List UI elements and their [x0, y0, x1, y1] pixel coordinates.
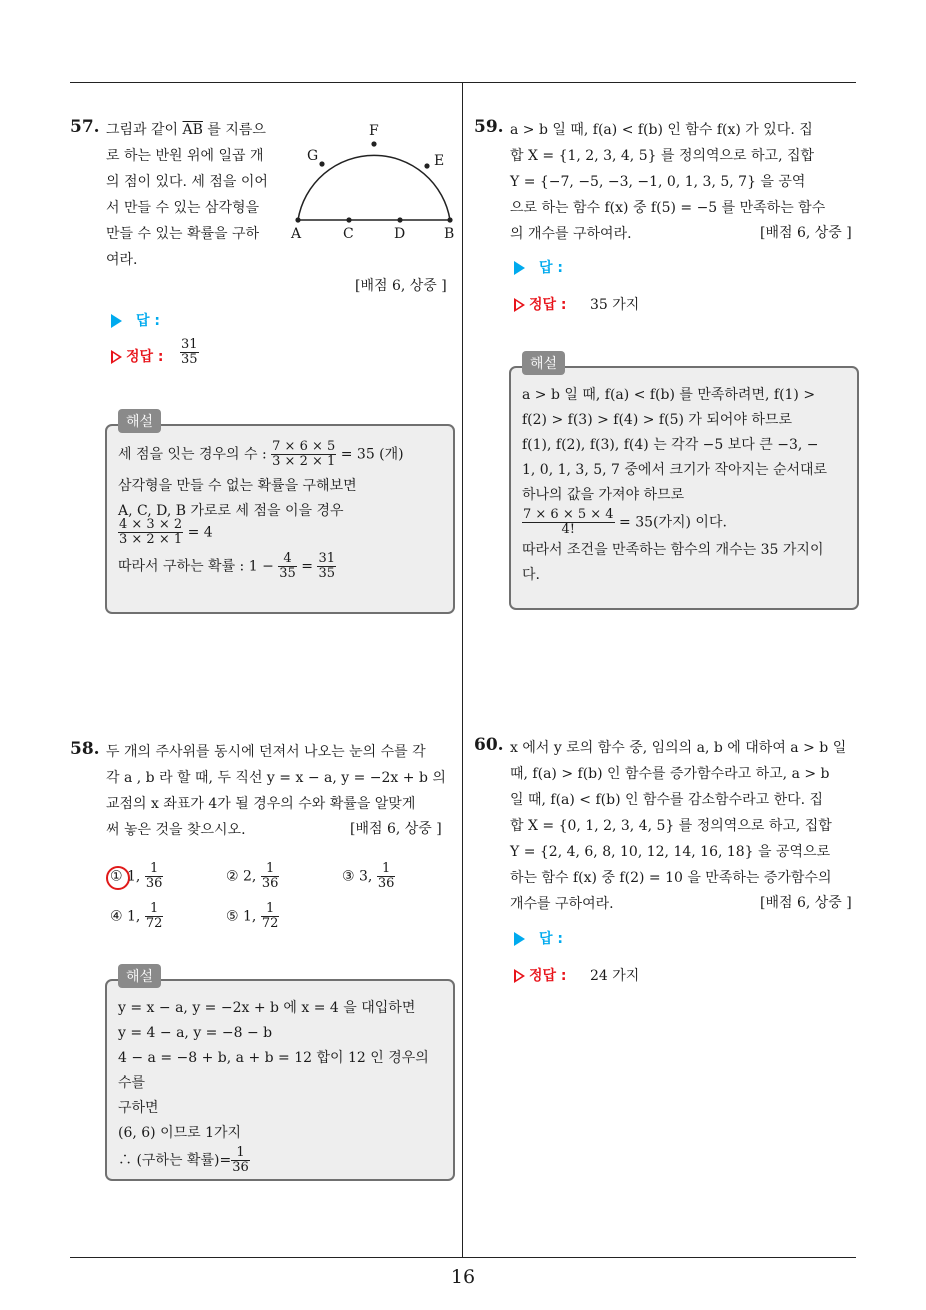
problem-59-line: Y = {−7, −5, −3, −1, 0, 1, 3, 5, 7} 을 공역 [510, 174, 806, 190]
outline-play-icon [111, 350, 122, 364]
problem-57-line: 그림과 같이 $\overline{AB}$ 를 지름으 [106, 122, 266, 138]
problem-57-line: 여라. [106, 252, 138, 268]
problem-60-line: 일 때, f(a) < f(b) 인 함수를 감소함수라고 한다. 집 [510, 792, 824, 808]
problem-60-answer-label: 답 : [514, 928, 563, 948]
problem-59-number: 59. [474, 117, 504, 137]
point-b-dot [447, 217, 452, 222]
explanation-tag: 해설 [522, 351, 565, 375]
problem-60-score: [배점 6, 상중 ] [760, 895, 852, 911]
point-label-f: F [369, 123, 379, 139]
problem-60-number: 60. [474, 735, 504, 755]
point-label-b: B [444, 226, 455, 242]
problem-58-score: [배점 6, 상중 ] [350, 821, 442, 837]
problem-59-line: 으로 하는 함수 f(x) 중 f(5) = −5 를 만족하는 함수 [510, 200, 826, 216]
problem-58-line: 두 개의 주사위를 동시에 던져서 나오는 눈의 수를 각 [106, 744, 426, 760]
problem-59-line: 합 X = {1, 2, 3, 4, 5} 를 정의역으로 하고, 집합 [510, 148, 815, 164]
point-c-dot [346, 217, 351, 222]
point-a-dot [295, 217, 300, 222]
option-1[interactable]: ① 1, $\frac{1}{36}$ [110, 861, 163, 891]
column-divider [462, 83, 463, 1258]
problem-57-score: [배점 6, 상중 ] [355, 278, 447, 294]
problem-57-answer-label: 답 : [111, 310, 160, 330]
problem-59-line: 의 개수를 구하여라. [510, 226, 632, 242]
problem-57-line: 의 점이 있다. 세 점을 이어 [106, 174, 268, 190]
page-number: 16 [450, 1266, 476, 1288]
point-label-c: C [343, 226, 354, 242]
problem-58-line: 교점의 x 좌표가 4가 될 경우의 수와 확률을 알맞게 [106, 796, 416, 812]
play-icon [514, 932, 525, 946]
point-label-g: G [307, 148, 319, 164]
point-d-dot [397, 217, 402, 222]
outline-play-icon [514, 298, 525, 312]
explanation-59-text: a > b 일 때, f(a) < f(b) 를 만족하려면, f(1) > f(2) > f(3) > f(4) > f(5) 가 되어야 하므로 f(1), f(2), f(3), f(4) 는 각각 −5 보다 큰 −3, − 1, 0, 1, 3, 5, 7 중에서 크기가 작아지는 순서대로 하나의 값을 가져야 하므로 $\frac{7 \times 6 \times 5 \times 4}{4!}$ = 35(가지) 이다. 따라서 조건을 만족하는 함수의 개수는 35 가지이 다. [522, 387, 828, 583]
point-label-e: E [434, 153, 445, 169]
top-rule [70, 82, 856, 83]
option-2[interactable]: ② 2, $\frac{1}{36}$ [226, 861, 279, 891]
problem-60-text [510, 735, 860, 917]
option-4[interactable]: ④ 1, $\frac{1}{72}$ [110, 901, 163, 931]
option-3[interactable]: ③ 3, $\frac{1}{36}$ [342, 861, 395, 891]
problem-60-line: 하는 함수 f(x) 중 f(2) = 10 을 만족하는 증가함수의 [510, 870, 832, 886]
problem-60-line: 합 X = {0, 1, 2, 3, 4, 5} 를 정의역으로 하고, 집합 [510, 818, 832, 834]
explanation-58-text: y = x − a, y = −2x + b 에 x = 4 을 대입하면 y = 4 − a, y = −8 − b 4 − a = −8 + b, a + b = 12 합이 12 인 경우의 수를 구하면 (6, 6) 이므로 1가지 ∴ (구하는 확률)= $\frac{1}{36}$ [118, 1000, 429, 1175]
problem-58-number: 58. [70, 739, 100, 759]
problem-60-line: Y = {2, 4, 6, 8, 10, 12, 14, 16, 18} 을 공역으로 [510, 844, 831, 860]
play-icon [111, 314, 122, 328]
problem-57-text [106, 117, 286, 273]
problem-60-line: 때, f(a) > f(b) 인 함수를 증가함수라고 하고, a > b [510, 766, 830, 782]
problem-57-correct-value: $\frac{31}{35}$ [181, 337, 198, 367]
problem-58-line: 써 놓은 것을 찾으시오. [106, 822, 246, 838]
problem-60-line: x 에서 y 로의 함수 중, 임의의 a, b 에 대하여 a > b 일 [510, 740, 847, 756]
problem-59-line: a > b 일 때, f(a) < f(b) 인 함수 f(x) 가 있다. 집 [510, 122, 813, 138]
point-label-d: D [394, 226, 406, 242]
problem-58-line: 각 a , b 라 할 때, 두 직선 y = x − a, y = −2x + b 의 [106, 770, 446, 786]
point-e-dot [424, 163, 429, 168]
explanation-57-text: 세 점을 잇는 경우의 수 : $\frac{7 \times 6 \times 5}{3 \times 2 \times 1}$ = 35 (개) 삼각형을 만들 수 없는 확률을 구해보면 A, C, D, B 가로로 세 점을 이을 경우 $\frac{4 \times 3 \times 2}{3 \times 2 \times 1}$ = 4 따라서 구하는 확률 : 1 − $\frac{4}{35}$ = $\frac{31}{35}$ [118, 439, 404, 581]
problem-60-correct-value: 24 가지 [590, 968, 640, 984]
problem-59-score: [배점 6, 상중 ] [760, 225, 852, 241]
problem-59-answer-label: 답 : [514, 257, 563, 277]
problem-60-line: 개수를 구하여라. [510, 896, 614, 912]
point-f-dot [371, 141, 376, 146]
point-g-dot [319, 161, 324, 166]
problem-57-line: 만들 수 있는 확률을 구하 [106, 226, 260, 242]
problem-57-number: 57. [70, 117, 100, 137]
play-icon [514, 261, 525, 275]
problem-57-correct-label: 정답 : [111, 346, 164, 366]
outline-play-icon [514, 969, 525, 983]
problem-57-line: 로 하는 반원 위에 일곱 개 [106, 148, 264, 164]
explanation-tag: 해설 [118, 964, 161, 988]
option-5[interactable]: ⑤ 1, $\frac{1}{72}$ [226, 901, 279, 931]
point-label-a: A [291, 226, 302, 242]
explanation-tag: 해설 [118, 409, 161, 433]
problem-57-line: 서 만들 수 있는 삼각형을 [106, 200, 260, 216]
problem-59-correct-label: 정답 : [514, 294, 567, 314]
bottom-rule [70, 1257, 856, 1258]
segment-ab: $\overline{AB}$ [182, 122, 203, 138]
problem-60-correct-label: 정답 : [514, 965, 567, 985]
problem-59-correct-value: 35 가지 [590, 297, 640, 313]
